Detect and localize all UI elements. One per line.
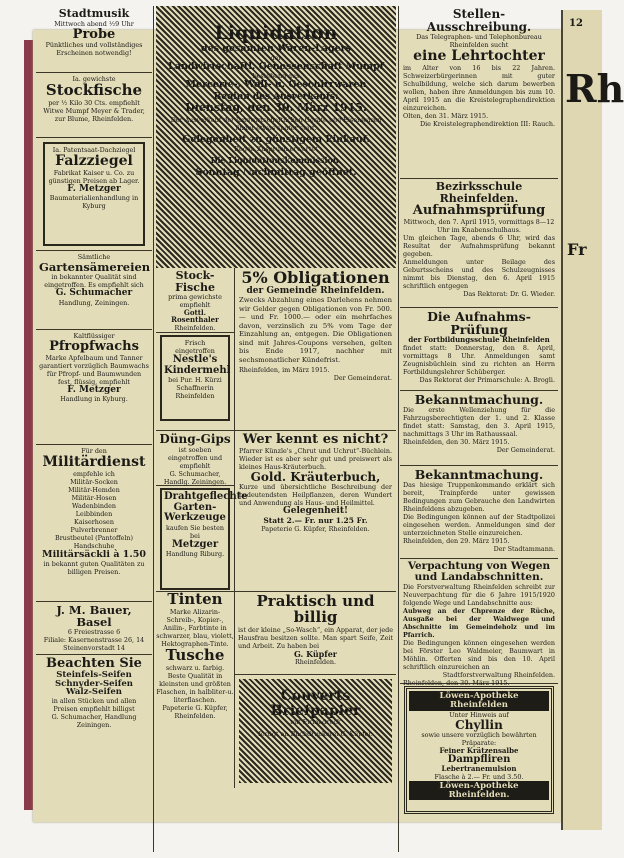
ad-line: Mittwoch abend ½9 Uhr: [54, 19, 134, 28]
ad-name: G. Schumacher, Handlung Zeiningen.: [51, 713, 137, 730]
ad-subtitle: der Gemeinde Rheinfelden.: [246, 285, 385, 296]
ad-kraeuterbuch: [235, 431, 396, 591]
ad-title: Stockfische: [45, 81, 143, 99]
ad-text: ist der kleine „So-Wasch“, ein Apparat, der jede Hausfrau besitzen sollte. Man spart Seife, Zeit und Arbeit. Zu haben bei: [238, 625, 393, 650]
ad-falzziegel: [36, 138, 152, 251]
ad-text: prima gewichste empfiehlt: [168, 293, 222, 310]
ad-subtitle: Probe: [72, 26, 116, 42]
ad-address: 6 Freiestrasse 6: [67, 628, 121, 637]
notice-text: Das hiesige Truppenkommando erklärt sich bereit, Trainpferde unter gewissen Bedingungen zum Gebrauche den Landwirten Rheinfeldens abzugeben.: [403, 481, 555, 514]
ad-date: Dienstag, den 30. März 1915.: [185, 101, 367, 115]
ad-text: schwarz u. farbig. Beste Qualität in kleinsten und größten Flaschen, in halbliter-u. literflaschen.: [156, 663, 234, 704]
notice-subtitle: der Fortbildungsschule Rheinfelden: [408, 335, 550, 345]
ad-title: Militärdienst: [42, 454, 146, 470]
notice-date: Rheinfelden, den 30. März 1915.: [403, 679, 510, 688]
ad-place: Rheinfelden: [175, 392, 215, 400]
ad-liquidation: [156, 6, 396, 268]
ad-title: Praktisch und billig: [256, 592, 375, 626]
ad-name: F. Metzger: [67, 384, 121, 395]
list-item: Steinfels-Seifen: [56, 669, 132, 680]
ad-text: bei Pur. H. Kürzi Schaffnerin: [168, 376, 222, 392]
list-item: Handschuhe: [73, 541, 115, 550]
ad-title: Couverts: [280, 688, 351, 704]
ad-place: Handlung in Kyburg.: [60, 395, 128, 404]
ad-stadtmusik: [36, 6, 152, 73]
ad-product: Chyllin: [455, 717, 503, 732]
ad-name: G. Küpfer: [293, 648, 338, 659]
column-rule: [153, 6, 154, 852]
notice-text: Anmeldungen unter Beilage des Geburtsscheins und des Schulzeugnisses nimmt bis Dienstag, den 6. April 1915 schriftlich entgegen: [403, 257, 555, 290]
list-item: Leibbinden: [75, 509, 113, 518]
notice-title: Bezirksschule Rheinfelden.: [435, 180, 523, 205]
ad-title: Drahtgeflechte: [164, 491, 248, 502]
ad-text: Der Ausverkauf der landwirtschaftlichen Geräte und Eisenwaren findet etwas später statt.: [170, 115, 382, 132]
notice-text: Die Bedingungen können auf der Stadtpolizei eingesehen werden. Anmeldungen sind der unterzeichneten Stelle einzureichen.: [403, 513, 555, 538]
ad-text: bestehend aus: [252, 71, 300, 80]
ad-title: Stadtmusik: [58, 7, 130, 20]
notice-text: Um gleichen Tage, abends 6 Uhr, wird das Resultat der Aufnahmsprüfung bekannt gegeben.: [403, 233, 555, 258]
ad-stockfische-2: [156, 268, 234, 333]
ad-place: Handlung, Zeiningen.: [58, 298, 130, 307]
ad-text: Kurze und übersichtliche Beschreibung der bedeutendsten Heilpflanzen, deren Wundert und Anwendung als Haus- und Heilmittel.: [239, 483, 392, 508]
ad-subtitle: des gesamten Waren-Lagers: [200, 42, 351, 54]
ad-text: Fabrikat Kaiser u. Co. zu günstigen Preisen ab Lager.: [48, 168, 140, 185]
ad-draht: [160, 488, 248, 590]
list-item: Militär-Hemden: [68, 485, 120, 494]
ad-title: Tinten: [167, 590, 223, 608]
ad-note: Sonntag Nachmittag geöffnet.: [195, 167, 357, 179]
ad-text: Marke Alizarin-Schreib-, Kopier-, Anilin-, Farbtinte in schwarzer, blau, violett, Hektographen-Tinte.: [156, 607, 234, 648]
notice-text: Die Bedingungen können eingesehen werden bei Förster Leo Waldmeier, Baumwart in Möhlin. Offerten sind bis den 10. April schriftlich einzureichen an: [403, 639, 555, 672]
ad-name: Papeterie G. Küpfer, Rheinfelden.: [261, 524, 370, 533]
list-item: Walz-Seifen: [66, 687, 122, 698]
ad-text: in bekannt guten Qualitäten zu billigen Preisen.: [43, 559, 145, 576]
ad-gartensamen: [36, 251, 152, 330]
notice-date: Rheinfelden, den 30. März 1915.: [403, 438, 510, 447]
ad-product: Dampfliren: [447, 753, 511, 765]
ad-couverts: [239, 679, 392, 783]
ad-place: Rheinfelden.: [294, 657, 337, 666]
subcolumn: [235, 592, 396, 788]
notice-signature: Das Rektorat: Dr. G. Wieder.: [463, 289, 555, 298]
ad-title: Gartensämereien: [39, 260, 151, 274]
notice-signature: Der Gemeinderat.: [496, 446, 555, 455]
ad-footer: Löwen-Apotheke Rheinfelden.: [409, 781, 549, 801]
row-obligationen: [156, 268, 396, 431]
notice-title: Bekanntmachung.: [414, 392, 544, 407]
ad-place: Handlung Riburg.: [165, 550, 225, 558]
column-left: [36, 6, 152, 852]
row-duenge: [156, 431, 396, 592]
notice-signature: Die Kreistelegraphendirektion III: Rauch.: [420, 119, 555, 128]
notice-text: findet statt: Donnerstag, den 8. April, vormittags 8 Uhr. Anmeldungen samt Zeugnisbüchlein sind zu richten an Herrn Fortbildungslehrer Schüberger.: [403, 343, 555, 376]
list-item: Pulverbrenner: [70, 525, 118, 534]
notice-signature: Stadtforstverwaltung Rheinfelden.: [442, 671, 555, 680]
notice-date: Rheinfelden, den 29. März 1915.: [403, 537, 510, 546]
ad-text: der: [270, 53, 282, 62]
notice-title: Verpachtung von Wegen und Landabschnitten.: [407, 560, 551, 584]
ad-duengegips: [156, 431, 234, 486]
row-tinten: [156, 592, 396, 788]
list-item: Brustbeutel (Pantoffeln): [55, 533, 133, 542]
ad-lead: Ia. Patentsaat-Dachziegel: [52, 146, 136, 154]
subcolumn: [156, 268, 235, 430]
ad-text: Pünktliches und vollständiges Erscheinen notwendig!: [45, 41, 143, 58]
ad-pfropfwachs: [36, 330, 152, 445]
notice-date: Mittwoch, den 7. April 1915, vormittags 8—12 Uhr im Knabenschulhaus.: [403, 217, 555, 234]
notice-title: Stellen-Ausschreibung.: [426, 7, 532, 34]
list-item: Kaiserhosen: [74, 517, 114, 526]
notice-text: im Alter von 16 bis 22 Jahren. Schweizerbürgerinnen mit guter Schulbildung, welche sich darum bewerben wollen, haben ihre Anmeldungen bis zum 10. April 1915 an die Kreistelegraphendirektion einzureichen.: [403, 63, 555, 112]
ad-bauer: [36, 602, 152, 655]
ad-text: Pfarrer Künzle's „Chrut und Uchrut“-Büchlein. Wieder ist es aber sehr gut und preiswert als kleines Haus-Kräuterbuch.: [239, 446, 392, 471]
ad-text: mit Firmadruck: [290, 718, 341, 727]
ad-lead: Kaltflüssiger: [73, 332, 115, 340]
ad-apotheke: [404, 686, 554, 814]
adjacent-page: [561, 10, 624, 830]
ad-text: Beginn des Ausverkaufs:: [213, 91, 339, 102]
ad-text: kaufen Sie besten bei: [166, 523, 224, 540]
ad-text: in bekannter Qualität sind eingetroffen. Es empfiehlt sich: [44, 273, 144, 290]
page-number: 12: [569, 18, 583, 29]
list-item: Lebertranemulsion: [441, 764, 517, 774]
list-item: Militär-Socken: [70, 477, 118, 486]
list-item: Feiner Krätzensalbe: [439, 746, 519, 756]
ad-goods: Mercerie-, Woll- u. Geschirrwaren: [185, 78, 367, 90]
notice-text: Die erste Wellenziehung für die Fahrzugsberechtigten der 1. und 2. Klasse findet statt: Samstag, den 3. April 1915, nachmittags 3 Uhr im Rathaussaal.: [403, 406, 555, 439]
ad-title: Stock-Fische: [175, 269, 215, 294]
ad-subtitle: Briefpapier: [270, 702, 361, 719]
ad-militaer: [36, 445, 152, 602]
list-item: empfehle ich: [73, 469, 115, 478]
ad-text: sowie unsere vorzüglich bewährten Präparate:: [421, 731, 537, 748]
ad-text: Filiale: Kasernenstrasse 26, 14 Steinenvorstadt 14: [43, 636, 145, 653]
subcolumn: [156, 431, 248, 591]
heading-fragment: Fr: [567, 240, 587, 259]
ad-offer: Gelegenheit zu günstigem Einkauf.: [182, 133, 370, 145]
notice-bezirksschule: [400, 179, 558, 308]
column-middle: [156, 6, 396, 852]
ad-text: Regen Zuspruch erwartet: [234, 144, 318, 153]
ad-book: Gold. Kräuterbuch,: [250, 469, 381, 484]
ad-org: Landwirtschaftl. Genossenschaft Mumpf: [168, 60, 384, 72]
ad-text: per ½ Kilo 30 Cts. empfiehlt Witwe Mumpf Meyer & Trader, zur Blume, Rheinfelden.: [43, 98, 145, 123]
ad-title: Falzziegel: [55, 153, 133, 169]
ad-signature: Der Gemeinderat.: [333, 374, 392, 383]
ad-name: Metzger: [171, 538, 219, 550]
ad-date: Rheinfelden, im März 1915.: [239, 366, 330, 375]
ad-offer: Gelegenheit!: [283, 506, 348, 517]
notice-title: Die Aufnahms-Prüfung: [427, 309, 531, 338]
ad-name: fertigt an Buchdruckerei G. Küpfer.: [258, 730, 373, 739]
ad-seifen: [36, 655, 152, 731]
ad-text: ist soeben eingetroffen und empfiehlt: [167, 445, 223, 470]
ad-price: Flasche à 2.— Fr. und 3.50.: [434, 772, 524, 781]
ad-text: in allen Stücken und allen Preisen empfiehlt billigst: [51, 697, 137, 714]
masthead-fragment: Rh: [565, 66, 624, 111]
ad-tinten: [156, 592, 235, 788]
list-item: Schnyder-Seifen: [55, 678, 133, 689]
ad-title: Düng-Gips: [159, 432, 231, 446]
ad-name: G. Schumacher: [55, 288, 133, 299]
notice-text: Die Forstverwaltung Rheinfelden schreibt zur Neuverpachtung für die 6 Jahre 1915/1920 folgende Wege und Landabschnitte aus:: [403, 583, 555, 608]
ad-title: Tusche: [165, 645, 225, 664]
ad-title: Beachten Sie: [46, 656, 142, 671]
ad-praktisch: [235, 592, 396, 675]
ad-text: Zwecks Abzahlung eines Darlehens nehmen wir Gelder gegen Obligationen von Fr. 500.— und Fr. 1000.— oder ein mehrfaches davon, verzinslich zu 5% vom Tage der Einzahlung an, entgegen. Die Obligationen sind mit Jahres-Coupons versehen, gelten bis Ende 1917, nachher mit sechsmonatlicher Kündefrist.: [239, 296, 392, 364]
ad-price: Militärsäckli à 1.50: [42, 548, 146, 560]
notice-signature: Der Stadtammann.: [493, 545, 555, 554]
notice-stellen: [400, 6, 558, 179]
notice-text: Das Telegraphen- und Telephonbureau Rheinfelden sucht: [416, 33, 542, 50]
column-rule: [398, 6, 399, 852]
ad-signature: Die Liquidationskommission.: [210, 154, 342, 165]
notice-verpachtung: [400, 559, 558, 688]
notice-bekanntmachung-1: [400, 391, 558, 466]
ad-title: Nestle's Kindermehl: [164, 354, 231, 376]
ad-lead: Sämtliche: [77, 253, 111, 261]
notice-subtitle: Aufnahmsprüfung: [412, 203, 546, 219]
ad-place: Rheinfelden.: [174, 323, 216, 332]
ad-text: Marke Apfelbaum und Tanner garantiert vorzüglich Baumwachs für Pfropf- und Baumwunden fest, flüssig, empfiehlt: [39, 353, 149, 386]
ad-lead: Für den: [81, 447, 107, 455]
notice-fortbildung: [400, 308, 558, 391]
ad-name: F. Metzger: [67, 183, 121, 194]
ad-title: Löwen-Apotheke Rheinfelden: [409, 691, 549, 711]
notice-signature: Das Rektorat der Primarschule: A. Brogli.: [419, 375, 555, 384]
list-item: Wadenbinden: [71, 501, 117, 510]
ad-lead: Unter Hinweis auf: [449, 710, 509, 719]
ad-name: Papeterie G. Küpfer, Rheinfelden.: [162, 703, 228, 720]
ad-nestle: [160, 335, 230, 421]
notice-date: Olten, den 31. März 1915.: [403, 111, 489, 120]
ad-frame: [43, 142, 145, 246]
notice-subtitle: eine Lehrtochter: [413, 48, 545, 65]
ad-price: Statt 2.— Fr. nur 1.25 Fr.: [263, 515, 368, 525]
ad-name: G. Schumacher, Handlg. Zeiningen.: [163, 469, 227, 486]
ad-lead: Frisch eingetroffen: [175, 339, 215, 355]
column-right: [400, 6, 558, 852]
ad-obligationen: [235, 268, 396, 430]
list-item: Militär-Hosen: [71, 493, 117, 502]
ad-title: Liquidation: [214, 22, 338, 44]
ad-name: J. M. Bauer, Basel: [56, 603, 132, 630]
ad-place: Baumaterialienhandlung in Kyburg: [49, 194, 139, 211]
notice-title: Bekanntmachung.: [414, 467, 544, 482]
notice-text: Aubweg an der Chprenze der Rüche, Ausgaße bei der Waldwege und Abschnitte im Gemeindeholz und im Pfarrich.: [403, 607, 555, 640]
ad-stockfische: [36, 73, 152, 138]
ad-lead: Ia. gewichste: [72, 75, 116, 83]
ad-title: 5% Obligationen: [241, 268, 390, 287]
ad-title: Wer kennt es nicht?: [242, 432, 389, 447]
notice-bekanntmachung-2: [400, 466, 558, 559]
ad-name: Gottl. Rosenthaler: [171, 308, 219, 325]
ad-title: Pfropfwachs: [49, 339, 139, 354]
ad-subtitle: Garten-Werkzeuge: [164, 501, 226, 523]
